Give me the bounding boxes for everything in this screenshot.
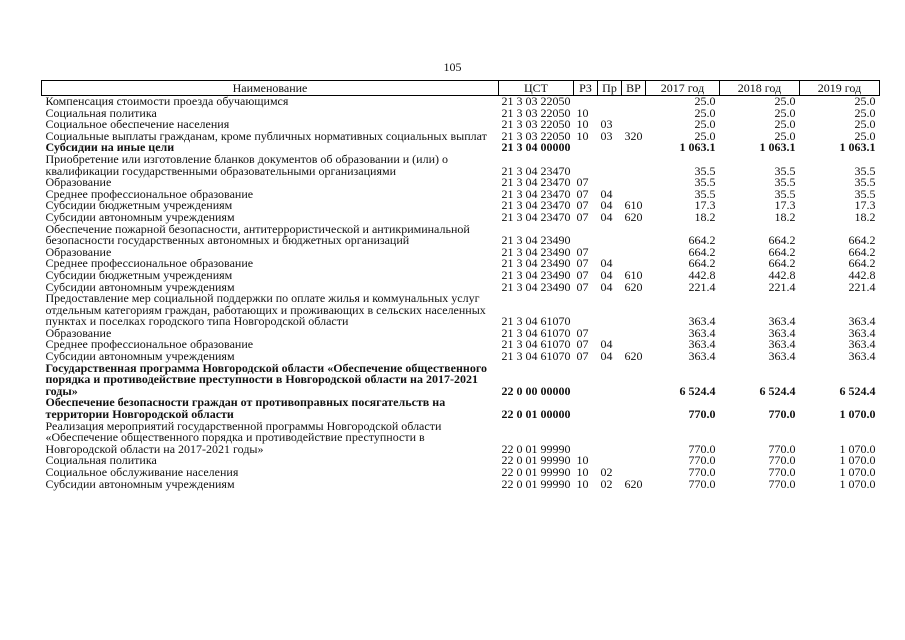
row-cst: 21 3 04 23470	[501, 209, 571, 224]
row-value-2017: 18.2	[694, 209, 716, 224]
row-pr: 02	[600, 476, 613, 491]
row-value-2018: 25.0	[774, 94, 796, 108]
row-value-2017: 35.5	[694, 175, 716, 190]
row-value-2017: 17.3	[694, 198, 716, 213]
row-value-2018: 770.0	[768, 476, 796, 491]
row-vr	[622, 421, 646, 456]
row-value-2018: 770.0	[768, 453, 796, 468]
row-name: Реализация мероприятий государственной программы Новгородской области «Обеспечение общественного порядка и противодействие преступности в Новгородской области на 2017-2021 годы»	[45, 418, 442, 456]
row-rz: 07	[576, 279, 589, 294]
row-cst: 21 3 04 23490	[501, 279, 571, 294]
row-cst: 22 0 00 00000	[501, 383, 571, 398]
row-name: Обеспечение безопасности граждан от противоправных посягательств на территории Новгородской области	[45, 395, 446, 422]
row-cst: 21 3 03 22050	[501, 128, 571, 143]
row-value-2019: 363.4	[848, 337, 876, 352]
row-pr: 03	[600, 128, 613, 143]
header-pr: Пр	[598, 81, 622, 96]
row-value-2019: 1 063.1	[839, 140, 876, 155]
row-name: Государственная программа Новгородской области «Обеспечение общественного порядка и противодействие преступности в Новгородской области на 2017-2021 годы»	[45, 360, 487, 398]
row-value-2018: 363.4	[768, 314, 796, 329]
row-value-2019: 35.5	[854, 175, 876, 190]
row-value-2019: 664.2	[848, 256, 876, 271]
row-vr	[622, 108, 646, 120]
row-vr: 620	[624, 349, 643, 364]
row-name: Субсидии автономным учреждениям	[45, 476, 235, 491]
row-value-2019: 1 070.0	[839, 441, 876, 456]
row-rz	[574, 363, 598, 398]
row-vr	[622, 142, 646, 154]
row-value-2018: 363.4	[768, 349, 796, 364]
row-cst: 21 3 04 23470	[501, 186, 571, 201]
row-value-2018: 35.5	[774, 175, 796, 190]
row-pr	[598, 142, 622, 154]
row-vr: 320	[624, 128, 643, 143]
header-rz: РЗ	[574, 81, 598, 96]
row-value-2019: 1 070.0	[839, 453, 876, 468]
row-cst: 21 3 03 22050	[501, 94, 571, 108]
row-value-2019: 17.3	[854, 198, 876, 213]
row-pr: 04	[600, 256, 613, 271]
row-cst: 21 3 04 23470	[501, 198, 571, 213]
row-value-2017: 1 063.1	[679, 140, 716, 155]
row-name: Образование	[45, 175, 112, 190]
row-pr: 04	[600, 198, 613, 213]
row-value-2017: 363.4	[688, 325, 716, 340]
row-vr	[622, 247, 646, 259]
row-cst: 21 3 04 61070	[501, 349, 571, 364]
row-value-2019: 664.2	[848, 233, 876, 248]
row-value-2017: 770.0	[688, 465, 716, 479]
header-2019: 2019 год	[800, 81, 880, 96]
row-cst: 21 3 04 23490	[501, 256, 571, 271]
row-name: Субсидии на иные цели	[45, 140, 175, 155]
row-name: Компенсация стоимости проезда обучающимся	[45, 94, 289, 108]
row-rz: 07	[576, 325, 589, 340]
row-value-2018: 35.5	[774, 163, 796, 178]
row-vr	[622, 363, 646, 398]
table-row	[42, 224, 880, 247]
row-value-2017: 25.0	[694, 94, 716, 108]
row-value-2018: 363.4	[768, 337, 796, 352]
table-row	[42, 293, 880, 328]
row-value-2018: 25.0	[774, 105, 796, 120]
row-name: Субсидии автономным учреждениям	[45, 279, 235, 294]
row-value-2018: 221.4	[768, 279, 796, 294]
row-value-2019: 221.4	[848, 279, 876, 294]
row-rz: 07	[576, 198, 589, 213]
row-pr: 04	[600, 267, 613, 282]
row-value-2018: 25.0	[774, 117, 796, 132]
row-cst: 21 3 03 22050	[501, 117, 571, 132]
table-row	[42, 154, 880, 177]
row-pr	[598, 421, 622, 456]
row-value-2018: 363.4	[768, 325, 796, 340]
row-value-2019: 1 070.0	[839, 465, 876, 479]
header-2017: 2017 год	[646, 81, 720, 96]
row-value-2017: 25.0	[694, 128, 716, 143]
row-cst: 22 0 01 99990	[501, 441, 571, 456]
row-value-2017: 363.4	[688, 349, 716, 364]
row-value-2019: 25.0	[854, 128, 876, 143]
row-vr	[622, 177, 646, 189]
row-cst: 21 3 04 23490	[501, 267, 571, 282]
row-name: Субсидии автономным учреждениям	[45, 209, 235, 224]
row-vr: 610	[624, 198, 643, 213]
row-pr	[598, 293, 622, 328]
budget-table	[41, 80, 880, 490]
row-vr	[622, 455, 646, 467]
row-value-2019: 25.0	[854, 105, 876, 120]
row-cst: 21 3 04 00000	[501, 140, 571, 155]
row-name: Субсидии бюджетным учреждениям	[45, 267, 233, 282]
row-pr: 04	[600, 349, 613, 364]
row-name: Субсидии бюджетным учреждениям	[45, 198, 233, 213]
table-body	[42, 96, 880, 491]
row-vr	[622, 397, 646, 420]
row-value-2018: 664.2	[768, 233, 796, 248]
row-name: Образование	[45, 244, 112, 259]
row-value-2017: 25.0	[694, 105, 716, 120]
row-cst: 22 0 01 99990	[501, 476, 571, 491]
table-row	[42, 96, 880, 108]
page-number: 105	[443, 60, 462, 74]
row-pr: 04	[600, 209, 613, 224]
row-cst: 21 3 04 61070	[501, 314, 571, 329]
row-value-2018: 770.0	[768, 407, 796, 422]
row-rz: 10	[576, 453, 589, 468]
row-pr: 02	[600, 465, 613, 479]
row-value-2019: 6 524.4	[839, 383, 876, 398]
row-name: Социальная политика	[45, 453, 157, 468]
row-value-2017: 664.2	[688, 244, 716, 259]
row-vr: 620	[624, 476, 643, 491]
header-vr: ВР	[622, 81, 646, 96]
row-value-2017: 35.5	[694, 163, 716, 178]
row-cst: 21 3 04 61070	[501, 337, 571, 352]
row-value-2018: 35.5	[774, 186, 796, 201]
row-rz: 07	[576, 349, 589, 364]
row-pr	[598, 224, 622, 247]
row-value-2018: 664.2	[768, 256, 796, 271]
row-cst: 21 3 04 23470	[501, 163, 571, 178]
row-rz: 07	[576, 267, 589, 282]
row-value-2018: 664.2	[768, 244, 796, 259]
table-row	[42, 421, 880, 456]
row-value-2017: 363.4	[688, 314, 716, 329]
row-cst: 22 0 01 00000	[501, 407, 571, 422]
row-name: Социальные выплаты гражданам, кроме публичных нормативных социальных выплат	[45, 128, 487, 143]
row-name: Среднее профессиональное образование	[45, 337, 254, 352]
row-value-2017: 770.0	[688, 407, 716, 422]
row-value-2017: 770.0	[688, 476, 716, 491]
row-cst: 21 3 03 22050	[501, 105, 571, 120]
row-rz	[574, 421, 598, 456]
row-value-2019: 442.8	[848, 267, 876, 282]
row-name: Среднее профессиональное образование	[45, 186, 254, 201]
row-value-2018: 17.3	[774, 198, 796, 213]
row-cst: 21 3 04 23470	[501, 175, 571, 190]
row-name: Социальное обеспечение населения	[45, 117, 230, 132]
row-vr: 620	[624, 209, 643, 224]
row-rz: 07	[576, 244, 589, 259]
row-value-2018: 770.0	[768, 465, 796, 479]
row-rz	[574, 397, 598, 420]
row-vr	[622, 293, 646, 328]
header-name: Наименование	[42, 81, 499, 96]
row-name: Социальное обслуживание населения	[45, 465, 239, 479]
row-value-2017: 221.4	[688, 279, 716, 294]
row-rz: 10	[576, 476, 589, 491]
row-rz: 07	[576, 186, 589, 201]
row-pr: 04	[600, 186, 613, 201]
row-value-2019: 35.5	[854, 186, 876, 201]
row-value-2017: 442.8	[688, 267, 716, 282]
row-value-2018: 770.0	[768, 441, 796, 456]
row-name: Предоставление мер социальной поддержки по оплате жилья и коммунальных услуг отдельным категориям граждан, работающих и проживающих в сельских населенных пунктах и поселках городского типа Новгородской области	[45, 291, 486, 329]
row-rz: 10	[576, 465, 589, 479]
row-value-2019: 25.0	[854, 117, 876, 132]
row-rz: 10	[576, 117, 589, 132]
row-pr: 04	[600, 279, 613, 294]
row-value-2019: 363.4	[848, 325, 876, 340]
row-value-2019: 363.4	[848, 349, 876, 364]
row-cst: 21 3 04 23490	[501, 244, 571, 259]
row-value-2019: 1 070.0	[839, 407, 876, 422]
row-value-2017: 664.2	[688, 233, 716, 248]
row-value-2019: 35.5	[854, 163, 876, 178]
row-value-2017: 35.5	[694, 186, 716, 201]
row-vr	[622, 328, 646, 340]
row-value-2017: 770.0	[688, 441, 716, 456]
row-pr	[598, 154, 622, 177]
row-value-2018: 1 063.1	[759, 140, 796, 155]
row-name: Социальная политика	[45, 105, 157, 120]
row-name: Обеспечение пожарной безопасности, антитеррористической и антикриминальной безопасности государственных автономных и бюджетных организаций	[45, 221, 470, 248]
row-value-2019: 25.0	[854, 94, 876, 108]
row-rz	[574, 142, 598, 154]
header-cst: ЦСТ	[499, 81, 574, 96]
row-rz	[574, 154, 598, 177]
row-value-2017: 664.2	[688, 256, 716, 271]
row-vr	[622, 154, 646, 177]
row-value-2017: 363.4	[688, 337, 716, 352]
row-name: Субсидии автономным учреждениям	[45, 349, 235, 364]
row-rz: 07	[576, 337, 589, 352]
row-name: Образование	[45, 325, 112, 340]
row-value-2018: 442.8	[768, 267, 796, 282]
row-rz	[574, 293, 598, 328]
row-rz: 07	[576, 256, 589, 271]
row-rz	[574, 224, 598, 247]
table-row	[42, 397, 880, 420]
row-rz: 10	[576, 105, 589, 120]
row-cst: 21 3 04 61070	[501, 325, 571, 340]
row-value-2018: 25.0	[774, 128, 796, 143]
table-row	[42, 479, 880, 491]
row-value-2017: 770.0	[688, 453, 716, 468]
table-row	[42, 363, 880, 398]
row-value-2019: 18.2	[854, 209, 876, 224]
row-pr	[598, 397, 622, 420]
row-value-2019: 363.4	[848, 314, 876, 329]
row-vr	[622, 224, 646, 247]
row-rz: 07	[576, 175, 589, 190]
row-cst: 22 0 01 99990	[501, 465, 571, 479]
row-vr	[622, 96, 646, 108]
row-vr: 610	[624, 267, 643, 282]
row-value-2017: 6 524.4	[679, 383, 716, 398]
row-value-2017: 25.0	[694, 117, 716, 132]
row-value-2018: 6 524.4	[759, 383, 796, 398]
row-value-2019: 1 070.0	[839, 476, 876, 491]
row-pr	[598, 96, 622, 108]
row-cst: 22 0 01 99990	[501, 453, 571, 468]
header-2018: 2018 год	[720, 81, 800, 96]
row-pr: 03	[600, 117, 613, 132]
row-value-2018: 18.2	[774, 209, 796, 224]
row-name: Приобретение или изготовление бланков документов об образовании и (или) о квалификации государственными образовательными организациями	[45, 151, 448, 178]
row-cst: 21 3 04 23490	[501, 233, 571, 248]
row-rz: 10	[576, 128, 589, 143]
row-pr: 04	[600, 337, 613, 352]
row-vr: 620	[624, 279, 643, 294]
row-value-2019: 664.2	[848, 244, 876, 259]
row-pr	[598, 363, 622, 398]
row-rz: 07	[576, 209, 589, 224]
row-name: Среднее профессиональное образование	[45, 256, 254, 271]
